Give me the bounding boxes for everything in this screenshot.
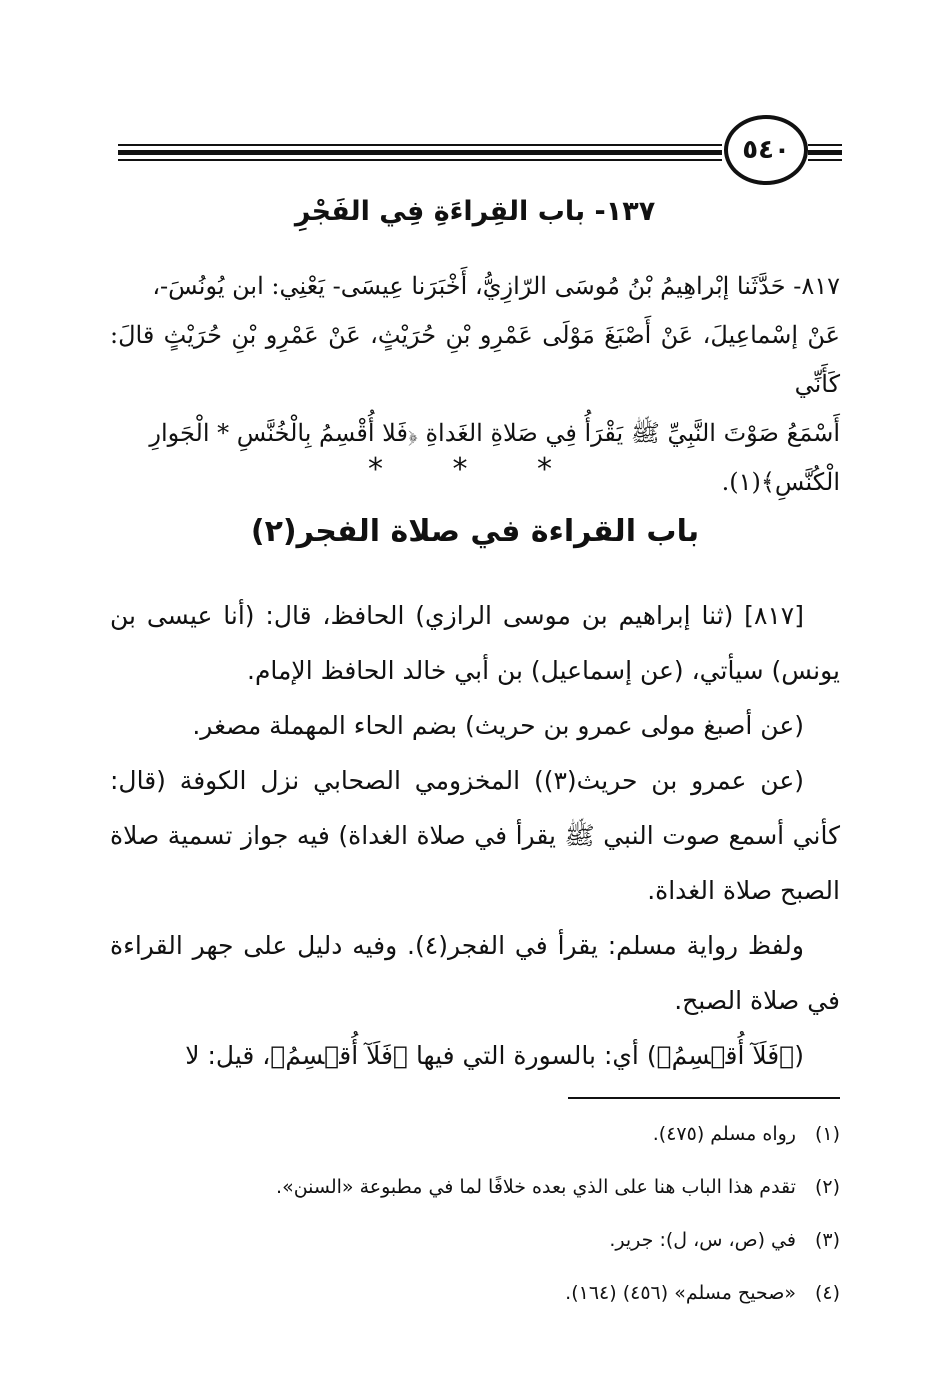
header-rule (118, 144, 722, 146)
footnote-item (110, 1214, 840, 1267)
footnote-item (110, 1108, 840, 1161)
header-rule (118, 150, 722, 155)
commentary-paragraph: (عن عمرو بن حريث(٣)) المخزومي الصحابي نزل الكوفة (قال: كأني أسمع صوت النبي ﷺ يقرأ في صلاة الغداة) فيه جواز تسمية صلاة الصبح صلاة الغداة. (110, 766, 840, 905)
footnote-text: رواه مسلم (٤٧٥). (652, 1123, 796, 1145)
footnote-number: (١) (814, 1123, 840, 1145)
commentary-heading: باب القراءة في صلاة الفجر(٢) (250, 514, 700, 549)
separator-stars: * * * (367, 452, 583, 487)
commentary-paragraph: ولفظ رواية مسلم: يقرأ في الفجر(٤). وفيه دليل على جهر القراءة في صلاة الصبح. (110, 931, 840, 1015)
footnote-item (110, 1161, 840, 1214)
footnotes (110, 1108, 840, 1320)
footnote-text: تقدم هذا الباب هنا على الذي بعده خلافًا لما في مطبوعة «السنن». (276, 1176, 796, 1198)
hadith-line: ٨١٧- حَدَّثَنا إبْراهِيمُ بْنُ مُوسَى الرّازِيُّ، أَخْبَرَنا عِيسَى- يَعْنِي: ابن يُونُسَ-، (152, 272, 840, 300)
header-rule (118, 159, 722, 161)
header-rule (808, 150, 842, 155)
footnote-text: في (ص، س، ل): جرير. (609, 1229, 796, 1251)
footnote-item (110, 1267, 840, 1320)
footnote-number: (٢) (814, 1176, 840, 1198)
header-rule (808, 144, 842, 146)
chapter-heading: ١٣٧- باب القِراءَةِ فِي الفَجْرِ (294, 196, 656, 227)
header-rule (808, 159, 842, 161)
footnote-number: (٤) (814, 1282, 840, 1304)
footnote-divider (568, 1097, 840, 1099)
commentary-paragraph: (عن أصبغ مولى عمرو بن حريث) بضم الحاء المهملة مصغر. (192, 711, 804, 740)
footnote-text: «صحيح مسلم» (٤٥٦) (١٦٤). (565, 1282, 796, 1304)
hadith-line: أَسْمَعُ صَوْتَ النَّبِيِّ ﷺ يَقْرَأُ فِي صَلاةِ الغَداةِ ﴿فَلا أُقْسِمُ بِالْخُنَّسِ * الْجَوارِ (149, 419, 840, 447)
commentary-paragraph: (﴿فَلَآ أُقۡسِمُ﴾) أي: بالسورة التي فيها ﴿فَلَآ أُقۡسِمُ﴾، قيل: لا (185, 1041, 804, 1070)
hadith-line: عَنْ إسْماعِيلَ، عَنْ أَصْبَغَ مَوْلَى عَمْرِو بْنِ حُرَيْثٍ، عَنْ عَمْرِو بْنِ حُرَيْثٍ قالَ: كَأَنِّي (110, 321, 840, 398)
commentary-text (110, 588, 840, 1083)
footnote-number: (٣) (814, 1229, 840, 1251)
hadith-line: الْكُنَّسِ﴾(١). (721, 468, 840, 496)
page-number: ٥٤٠ (724, 115, 808, 185)
commentary-paragraph: [٨١٧] (ثنا إبراهيم بن موسى الرازي) الحافظ، قال: (أنا عيسى بن يونس) سيأتي، (عن إسماعيل) بن أبي خالد الحافظ الإمام. (110, 601, 840, 685)
